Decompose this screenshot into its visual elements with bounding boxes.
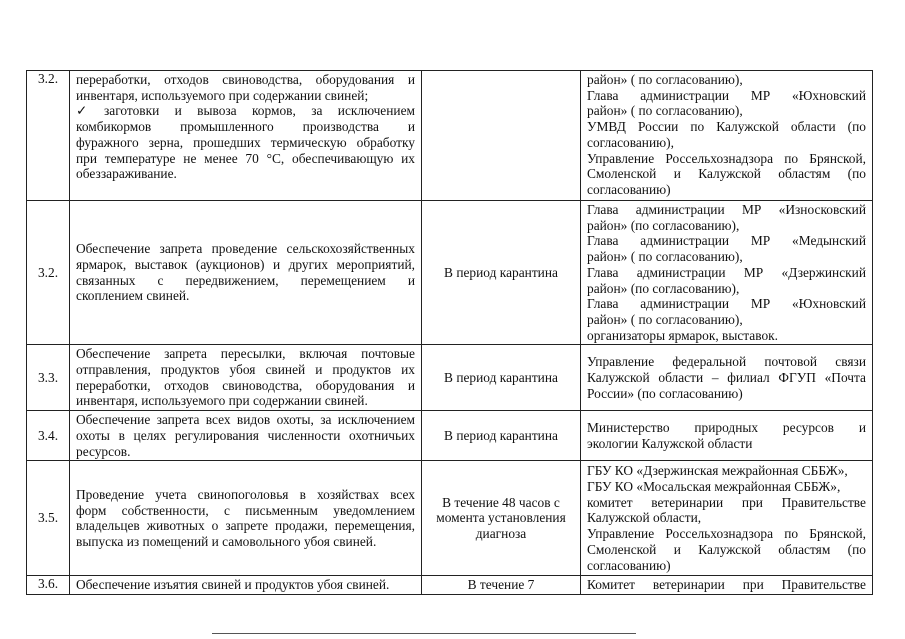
resp-line: Глава администрации МР «Износковский	[587, 202, 866, 217]
term-line: диагноза	[475, 526, 527, 542]
resp-line: Глава администрации МР «Юхновский	[587, 87, 866, 103]
action-line: инвентаря, используемого при содержании свиней;	[76, 87, 369, 103]
measures-table	[26, 70, 873, 595]
table-row	[27, 345, 873, 411]
action-line: ресурсов.	[76, 443, 131, 459]
row-number: 3.2.	[27, 201, 70, 345]
action-line: отправления, продуктов убоя свиней и продуктов их	[76, 362, 415, 378]
resp-line: район» ( по согласованию),	[587, 103, 743, 119]
table-row	[27, 71, 873, 201]
table-row	[27, 201, 873, 345]
responsible-cell	[581, 201, 873, 345]
action-cell	[70, 461, 422, 576]
action-line: Проведение учета свинопоголовья в хозяйствах всех	[76, 486, 415, 502]
resp-line: Управление Россельхознадзора по Брянской,	[587, 526, 866, 542]
action-line: связанных с передвижением, перемещением и	[76, 272, 415, 288]
action-line: владельцев животных о запрете продажи, перемещения,	[76, 518, 415, 534]
action-line: охоты в целях регулирования численности охотничьих	[76, 427, 415, 443]
term-line: момента установления	[436, 510, 566, 526]
action-line: Обеспечение запрета проведение сельскохозяйственных	[76, 241, 415, 257]
resp-line: согласованию)	[587, 181, 671, 197]
resp-line: Смоленской и Калужской областям (по	[587, 166, 866, 182]
row-number: 3.6.	[27, 576, 70, 595]
resp-line: Министерство природных ресурсов и	[587, 419, 866, 435]
resp-line: Глава администрации МР «Дзержинский	[587, 264, 866, 280]
action-line	[76, 103, 415, 119]
action-line: форм собственности, с письменным уведомлением	[76, 502, 415, 518]
action-line: Обеспечение изъятия свиней и продуктов убоя свиней.	[76, 577, 390, 593]
resp-line: район» (по согласованию),	[587, 217, 740, 233]
action-line: Обеспечение запрета пересылки, включая почтовые	[76, 346, 415, 362]
resp-line: Смоленской и Калужской областям (по	[587, 541, 866, 557]
resp-line: район» (по согласованию),	[587, 280, 740, 296]
resp-line: Калужской области,	[587, 510, 702, 526]
action-line: при температуре не менее 70 °С, обеспечивающую их	[76, 150, 415, 166]
document-page	[26, 70, 872, 595]
action-cell	[70, 71, 422, 201]
term-cell: В период карантина	[422, 411, 581, 461]
resp-line: России» (по согласованию)	[587, 385, 743, 401]
term-line: В течение 48 часов с	[442, 494, 560, 510]
action-line: ярмарок, выставок (аукционов) и других мероприятий,	[76, 256, 415, 272]
resp-line: согласованию),	[587, 134, 674, 150]
action-line: фуражного зерна, прошедших термическую обработку	[76, 134, 415, 150]
row-number: 3.5.	[27, 461, 70, 576]
action-line: комбикормов промышленного производства и	[76, 119, 415, 135]
action-cell	[70, 201, 422, 345]
action-cell	[70, 411, 422, 461]
action-line: Обеспечение запрета всех видов охоты, за исключением	[76, 412, 415, 428]
responsible-cell	[581, 576, 873, 595]
action-line: обеззараживание.	[76, 166, 177, 182]
table-row	[27, 461, 873, 576]
action-line: переработки, отходов свиноводства, оборудования и	[76, 377, 415, 393]
resp-line: УМВД России по Калужской области (по	[587, 119, 866, 135]
action-line: выпуска из помещений и самовольного убоя свиней.	[76, 533, 377, 549]
checkmark-icon: ✓	[76, 103, 88, 119]
resp-line: район» ( по согласованию),	[587, 72, 743, 87]
resp-line: район» ( по согласованию),	[587, 249, 743, 265]
responsible-cell	[581, 345, 873, 411]
action-cell	[70, 576, 422, 595]
action-line: инвентаря, используемого при содержании свиней.	[76, 393, 368, 409]
resp-line: район» ( по согласованию),	[587, 311, 743, 327]
resp-line: Калужской области – филиал ФГУП «Почта	[587, 369, 866, 385]
row-number: 3.2.	[27, 71, 70, 201]
resp-line: ГБУ КО «Дзержинская межрайонная СББЖ»,	[587, 463, 848, 479]
resp-line: Управление Россельхознадзора по Брянской,	[587, 150, 866, 166]
resp-line: Комитет ветеринарии при Правительстве	[587, 577, 866, 593]
term-cell	[422, 461, 581, 576]
resp-line: организаторы ярмарок, выставок.	[587, 327, 779, 343]
page-bottom-rule	[212, 633, 636, 634]
resp-line: Глава администрации МР «Юхновский	[587, 296, 866, 312]
table-row	[27, 411, 873, 461]
table-row	[27, 576, 873, 595]
responsible-cell	[581, 411, 873, 461]
row-number: 3.3.	[27, 345, 70, 411]
action-line-text: заготовки и вывоза кормов, за исключением	[104, 103, 415, 119]
resp-line: согласованию)	[587, 557, 671, 573]
resp-line: экологии Калужской области	[587, 435, 753, 451]
action-cell	[70, 345, 422, 411]
term-cell: В период карантина	[422, 345, 581, 411]
responsible-cell	[581, 461, 873, 576]
term-cell	[422, 71, 581, 201]
term-cell: В период карантина	[422, 201, 581, 345]
action-line: скоплением свиней.	[76, 288, 190, 304]
resp-line: комитет ветеринарии при Правительстве	[587, 494, 866, 510]
resp-line: Глава администрации МР «Медынский	[587, 233, 866, 249]
term-cell: В течение 7	[422, 576, 581, 595]
resp-line: ГБУ КО «Мосальская межрайонная СББЖ»,	[587, 478, 841, 494]
resp-line: Управление федеральной почтовой связи	[587, 354, 866, 370]
row-number: 3.4.	[27, 411, 70, 461]
action-line: переработки, отходов свиноводства, оборудования и	[76, 72, 415, 87]
responsible-cell	[581, 71, 873, 201]
